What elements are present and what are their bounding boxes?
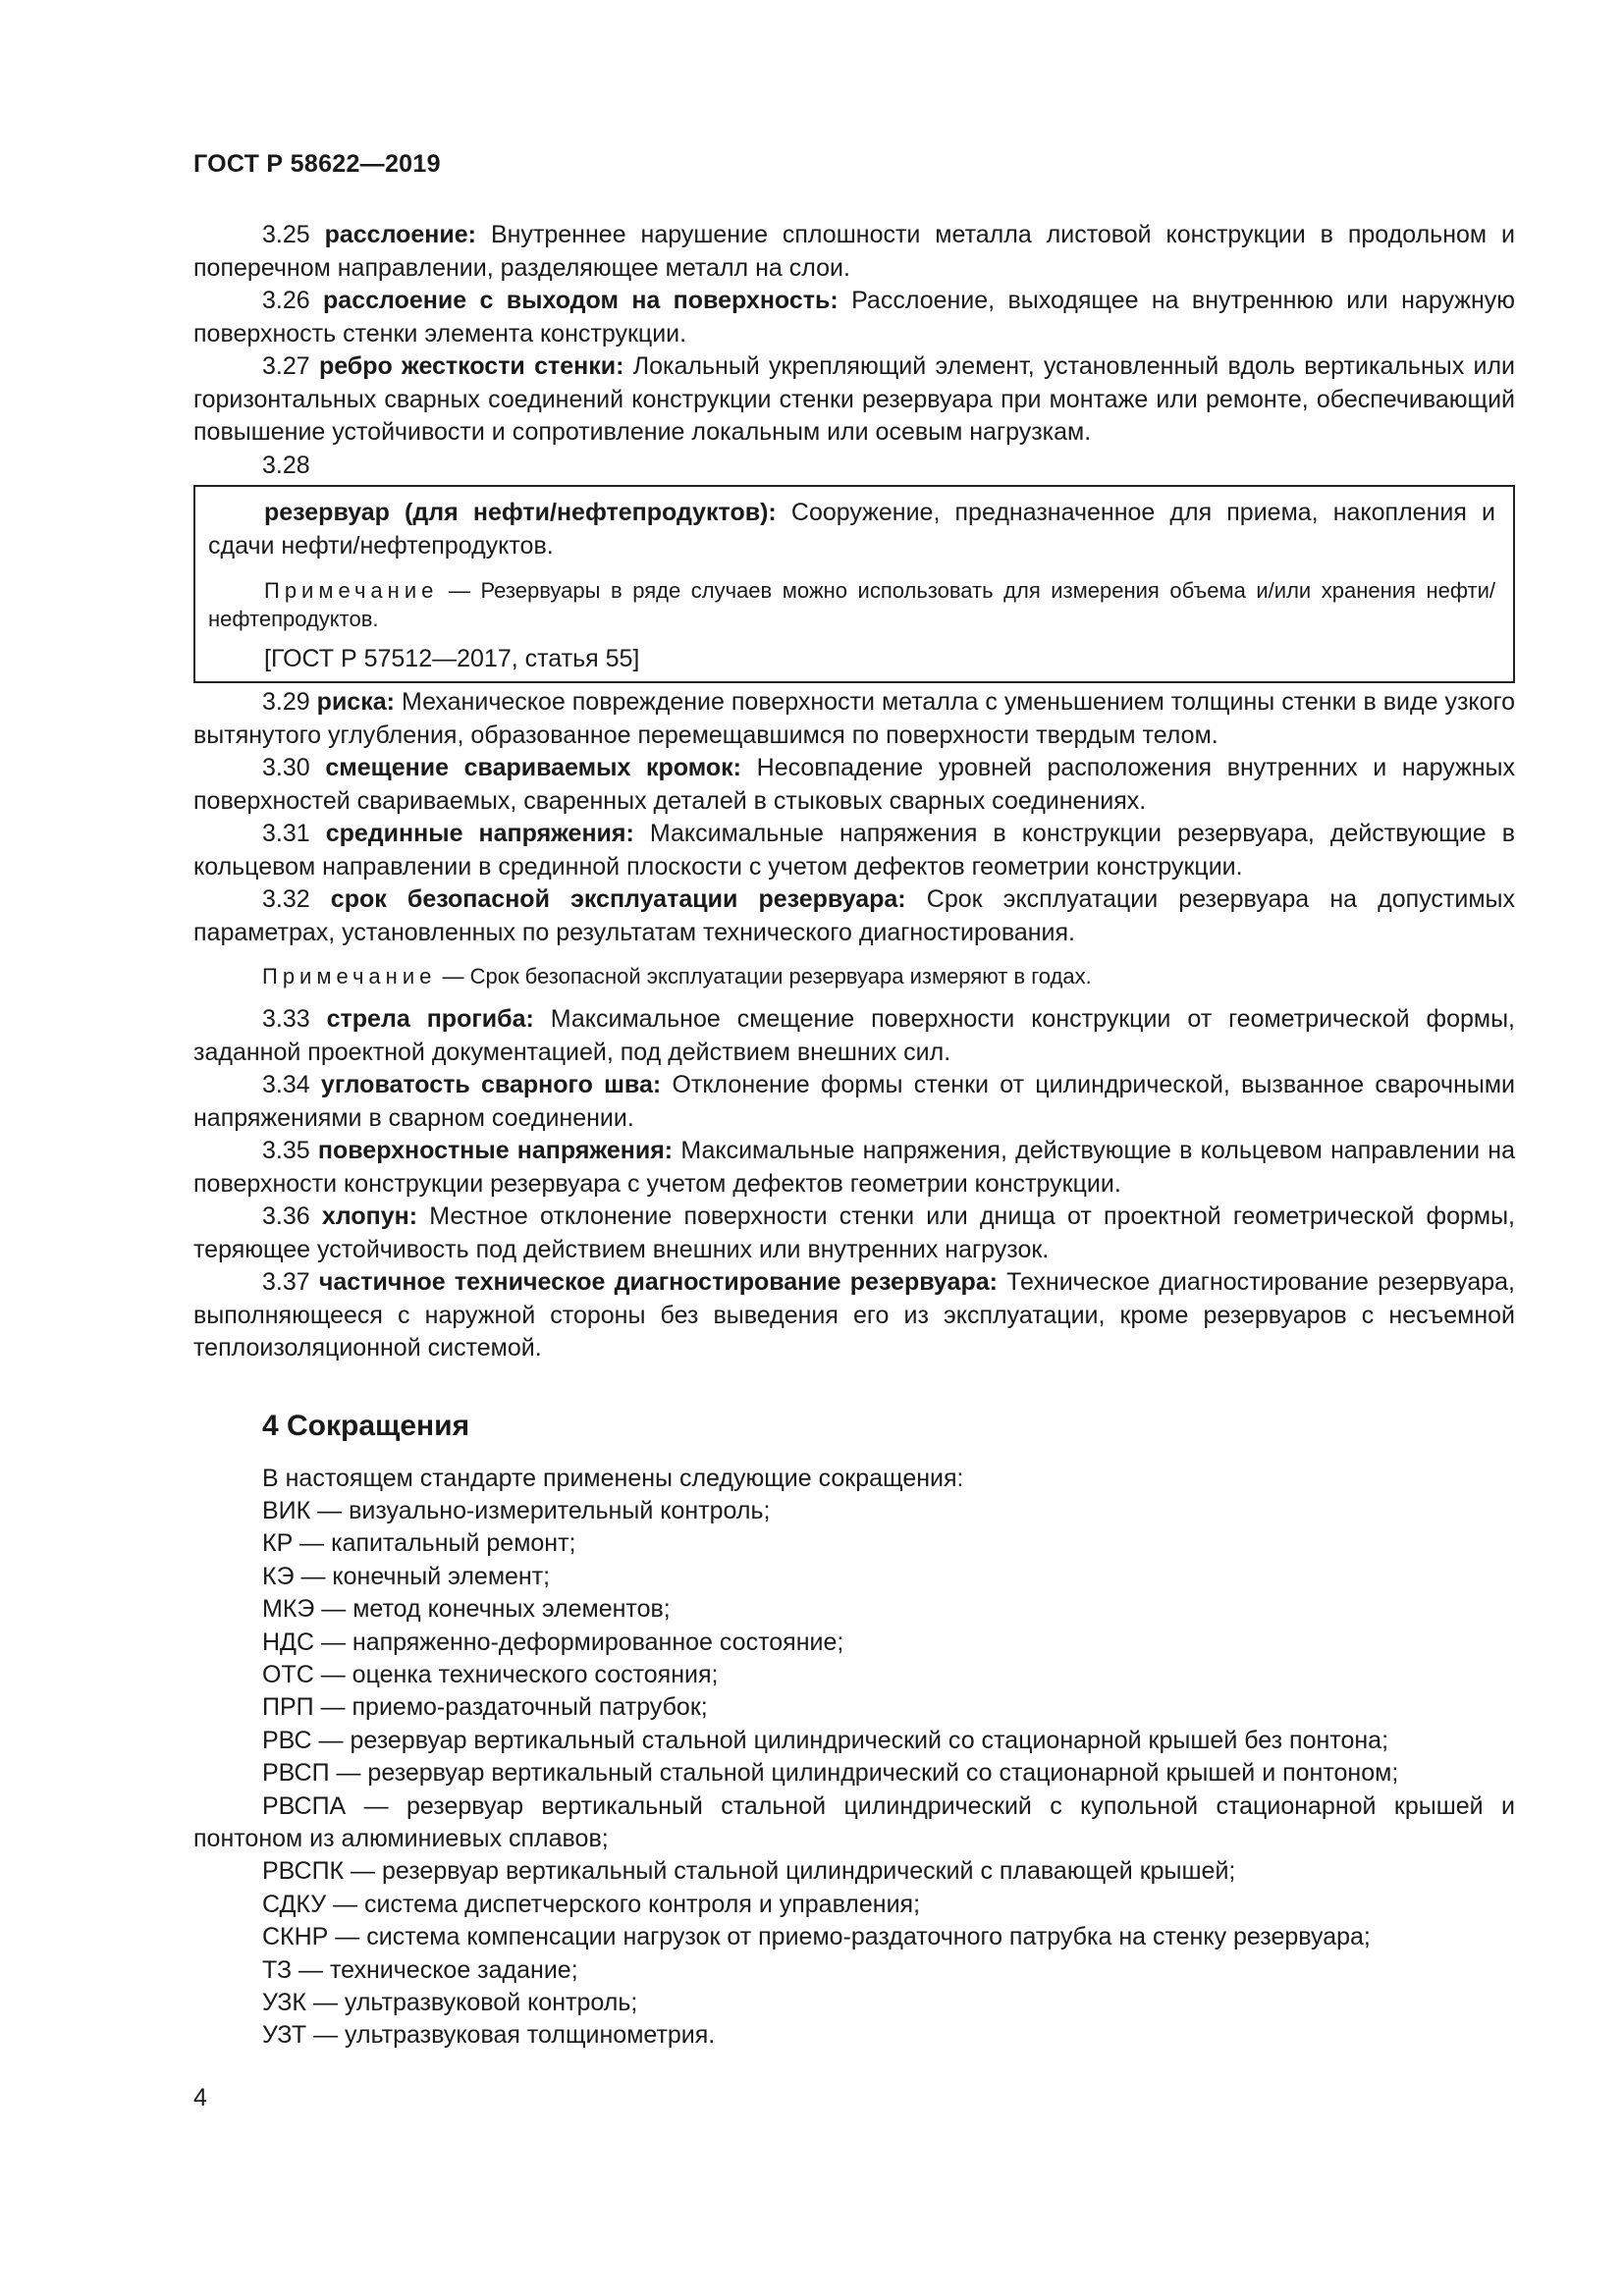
abbreviation-item: РВС — резервуар вертикальный стальной цилиндрический со стационарной крышей без понтона; bbox=[262, 1726, 1389, 1754]
abbreviation-item: ВИК — визуально-измерительный контроль; bbox=[262, 1496, 771, 1524]
term-name: расслоение с выходом на поверхность: bbox=[323, 287, 839, 314]
abbreviation-item: ПРП — приемо-раздаточный патрубок; bbox=[262, 1693, 708, 1722]
abbreviation-item: СКНР — система компенсации нагрузок от приемо-раздаточного патрубка на стенку резервуара; bbox=[262, 1923, 1371, 1951]
term-name: хлопун: bbox=[321, 1202, 418, 1230]
abbreviation-item: УЗТ — ультразвуковая толщинометрия. bbox=[262, 2021, 716, 2050]
term-entry: 3.31 срединные напряжения: Максимальные напряжения в конструкции резервуара, действующие в кольцевом направлении в срединной плоскости с учетом дефектов геометрии конструкции. bbox=[193, 820, 1515, 881]
abbreviation-item: МКЭ — метод конечных элементов; bbox=[262, 1595, 671, 1624]
term-entry: 3.30 смещение свариваемых кромок: Несовпадение уровней расположения внутренних и наружных поверхностей свариваемых, сваренных деталей в стыковых сварных соединениях. bbox=[193, 754, 1515, 815]
term-entry: 3.27 ребро жесткости стенки: Локальный укрепляющий элемент, установленный вдоль вертикальных или горизонтальных сварных соединений конструкции стенки резервуара при монтаже или ремонте, обеспечивающий повышение устойчивости и сопротивление локальным или осевым нагрузкам. bbox=[193, 352, 1516, 446]
abbreviation-item: КР — капитальный ремонт; bbox=[262, 1529, 576, 1558]
abbreviation-item: НДС — напряженно-деформированное состояние; bbox=[262, 1628, 844, 1656]
term-number-3-28: 3.28 bbox=[262, 451, 310, 479]
term-entry: 3.37 частичное техническое диагностирование резервуара: Техническое диагностирование резервуара, выполняющееся с наружной стороны без выведения его из эксплуатации, кроме резервуаров с несъемной теплоизоляционной системой. bbox=[193, 1268, 1515, 1362]
term-entry: 3.32 срок безопасной эксплуатации резервуара: Срок эксплуатации резервуара на допустимых параметрах, установленных по результатам технического диагностирования. bbox=[193, 885, 1515, 946]
note-label: Примечание bbox=[264, 578, 439, 603]
term-entry: 3.29 риска: Механическое повреждение поверхности металла с уменьшением толщины стенки в виде узкого вытянутого углубления, образованное перемещавшимся по поверхности твердым телом. bbox=[193, 688, 1516, 749]
abbreviation-item: СДКУ — система диспетчерского контроля и управления; bbox=[262, 1890, 921, 1918]
term-name: стрела прогиба: bbox=[326, 1005, 534, 1033]
section-heading: 4 Сокращения bbox=[262, 1409, 470, 1442]
term-note: Примечание — Резервуары в ряде случаев можно использовать для измерения объема и/или хранения нефти/нефтепродуктов. bbox=[208, 578, 1495, 631]
term-name: ребро жесткости стенки: bbox=[318, 352, 624, 380]
term-entry: резервуар (для нефти/нефтепродуктов): Сооружение, предназначенное для приема, накопления и сдачи нефти/нефтепродуктов. bbox=[208, 499, 1495, 560]
document-header: ГОСТ Р 58622—2019 bbox=[193, 150, 441, 178]
term-entry: 3.26 расслоение с выходом на поверхность: Расслоение, выходящее на внутреннюю или наружную поверхность стенки элемента конструкции. bbox=[193, 287, 1515, 347]
abbreviation-item: ОТС — оценка технического состояния; bbox=[262, 1660, 719, 1688]
abbreviation-item: РВСП — резервуар вертикальный стальной цилиндрический со стационарной крышей и понтоном; bbox=[262, 1759, 1399, 1788]
term-entry: 3.33 стрела прогиба: Максимальное смещение поверхности конструкции от геометрической формы, заданной проектной документацией, под действием внешних сил. bbox=[193, 1005, 1515, 1066]
page-content bbox=[193, 219, 1515, 2053]
abbreviations-intro: В настоящем стандарте применены следующие сокращения: bbox=[262, 1464, 964, 1492]
abbreviation-item: УЗК — ультразвуковой контроль; bbox=[262, 1989, 638, 2016]
page-number: 4 bbox=[193, 2084, 207, 2111]
abbreviation-item: КЭ — конечный элемент; bbox=[262, 1562, 551, 1590]
term-name: смещение свариваемых кромок: bbox=[325, 754, 742, 781]
term-name: угловатость сварного шва: bbox=[320, 1071, 662, 1098]
term-entry: 3.36 хлопун: Местное отклонение поверхности стенки или днища от проектной геометрической формы, теряющее устойчивость под действием внешних или внутренних нагрузок. bbox=[193, 1202, 1515, 1263]
term-name: риска: bbox=[316, 688, 395, 716]
abbreviation-item: ТЗ — техническое задание; bbox=[262, 1955, 578, 1984]
note-label: Примечание bbox=[262, 964, 437, 988]
boxed-term-definition bbox=[193, 485, 1515, 683]
term-reference: [ГОСТ Р 57512—2017, статья 55] bbox=[264, 645, 640, 672]
abbreviation-item: РВСПК — резервуар вертикальный стальной цилиндрический с плавающей крышей; bbox=[262, 1857, 1236, 1886]
term-note: Примечание — Срок безопасной эксплуатации резервуара измеряют в годах. bbox=[262, 964, 1092, 988]
term-name: срединные напряжения: bbox=[325, 820, 634, 847]
term-entry: 3.35 поверхностные напряжения: Максимальные напряжения, действующие в кольцевом направлении на поверхности конструкции резервуара с учетом дефектов геометрии конструкции. bbox=[193, 1137, 1515, 1198]
term-name: частичное техническое диагностирование резервуара: bbox=[318, 1268, 998, 1296]
term-entry: 3.34 угловатость сварного шва: Отклонение формы стенки от цилиндрической, вызванное сварочными напряжениями в сварном соединении. bbox=[193, 1071, 1515, 1132]
term-entry: 3.25 расслоение: Внутреннее нарушение сплошности металла листовой конструкции в продольном и поперечном направлении, разделяющее металл на слои. bbox=[193, 221, 1515, 282]
term-name: резервуар (для нефти/нефтепродуктов): bbox=[264, 499, 777, 526]
term-name: поверхностные напряжения: bbox=[317, 1137, 674, 1164]
abbreviation-item: РВСПА — резервуар вертикальный стальной цилиндрический с купольной стационарной крышей и понтоном из алюминиевых сплавов; bbox=[193, 1791, 1515, 1852]
term-name: срок безопасной эксплуатации резервуара: bbox=[330, 885, 906, 913]
term-name: расслоение: bbox=[324, 221, 477, 248]
